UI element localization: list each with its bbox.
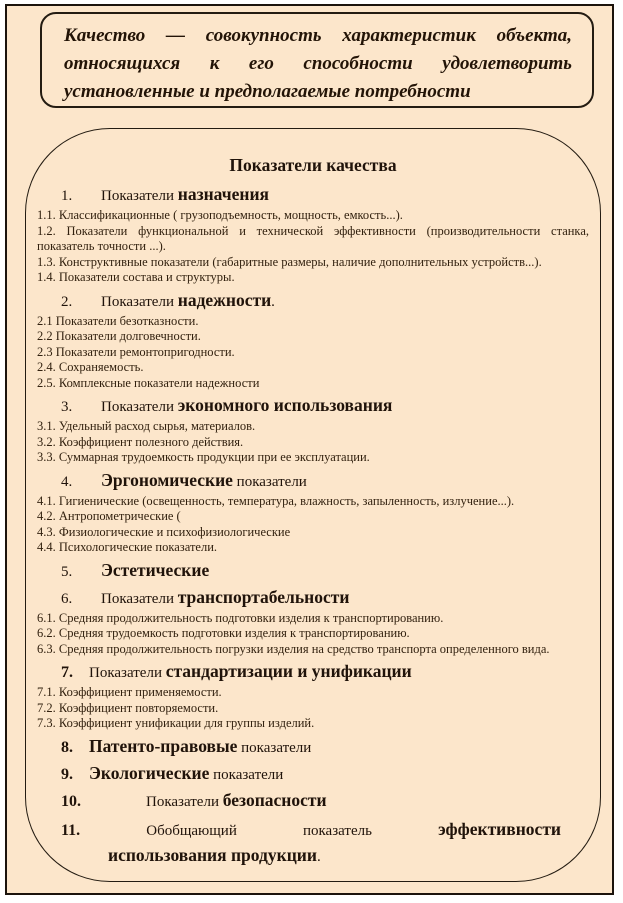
- section-heading: [61, 762, 589, 786]
- section-label-bold: Эстетические: [101, 559, 210, 580]
- section-heading: [61, 586, 589, 610]
- list-item: 7.3. Коэффициент унификации для группы изделий.: [37, 716, 315, 730]
- list-item: 1.4. Показатели состава и структуры.: [37, 270, 235, 284]
- section-number: 10.: [61, 792, 81, 810]
- section-label-regular: показатели: [209, 766, 284, 783]
- section-number: 4.: [61, 473, 73, 490]
- section-label-regular: Показатели: [89, 665, 166, 681]
- list-item: 2.5. Комплексные показатели надежности: [37, 375, 260, 390]
- section-heading: [61, 183, 589, 207]
- list-item: 4.1. Гигиенические (освещенность, температура, влажность, запыленность, излучение...).: [37, 493, 515, 508]
- list-item: 6.3. Средняя продолжительность погрузки изделия на средство транспорта определенного вида.: [37, 641, 550, 656]
- quality-indicators-box: [25, 128, 601, 882]
- section-heading: [61, 660, 589, 684]
- list-item: 6.1. Средняя продолжительность подготовки изделия к транспортированию.: [37, 610, 444, 625]
- section-label-regular: Показатели: [146, 793, 223, 810]
- section-heading: [61, 394, 589, 418]
- section-number: 9.: [61, 765, 73, 783]
- section-label-regular: Показатели: [101, 399, 178, 415]
- section-heading-continued: [108, 843, 589, 869]
- section-label-regular: Показатели: [101, 590, 178, 607]
- section-heading: [61, 817, 561, 843]
- section-heading: [61, 289, 589, 313]
- section-label-bold: стандартизации и унификации: [165, 661, 412, 681]
- quality-list: [37, 183, 589, 869]
- section-label-regular: Обобщающий: [146, 822, 237, 839]
- list-item: 2.4. Сохраняемость.: [37, 360, 144, 374]
- list-item: 2.2 Показатели долговечности.: [37, 329, 201, 343]
- section-label-bold: безопасности: [222, 789, 327, 810]
- section-label-bold: Экологические: [89, 762, 210, 783]
- list-item: 2.3 Показатели ремонтопригодности.: [37, 344, 235, 359]
- section-heading: [61, 469, 589, 493]
- section-label-bold: Патенто-правовые: [89, 735, 238, 756]
- section-label-regular: показатель: [302, 822, 372, 839]
- section-label-regular: показатели: [237, 739, 312, 756]
- section-label-bold: эффективности: [438, 818, 561, 839]
- section-label-regular: Показатели: [101, 188, 178, 204]
- list-item: 7.1. Коэффициент применяемости.: [37, 685, 222, 699]
- list-item: 3.3. Суммарная трудоемкость продукции при ее эксплуатации.: [37, 450, 370, 464]
- section-number: 1.: [61, 188, 73, 204]
- definition-box: [40, 12, 594, 108]
- section-number: 3.: [61, 399, 73, 415]
- section-label-regular: показатели: [232, 473, 307, 490]
- section-label-regular: Показатели: [101, 293, 178, 310]
- list-item: 1.3. Конструктивные показатели (габаритные размеры, наличие дополнительных устройств...).: [37, 254, 542, 269]
- list-item: 1.1. Классификационные ( грузоподъемность, мощность, емкость...).: [37, 208, 403, 222]
- section-heading: [61, 789, 589, 813]
- section-label-bold: Эргономические: [101, 469, 233, 490]
- list-item: 4.2. Антропометрические (: [37, 509, 181, 523]
- section-label-regular: .: [316, 848, 321, 865]
- list-title: Показатели качества: [229, 155, 397, 175]
- section-label-bold: использования продукции: [108, 844, 317, 865]
- list-item: 4.4. Психологические показатели.: [37, 540, 218, 554]
- section-number: 8.: [61, 738, 73, 756]
- section-label-bold: надежности: [177, 289, 272, 310]
- section-label-regular: .: [271, 293, 275, 310]
- section-heading: [61, 559, 589, 583]
- section-number: 11.: [61, 821, 81, 839]
- section-label-bold: экономного использования: [177, 395, 393, 415]
- slide-frame: [5, 4, 614, 895]
- list-item: 6.2. Средняя трудоемкость подготовки изделия к транспортированию.: [37, 626, 410, 640]
- section-number: 5.: [61, 563, 73, 580]
- section-label-bold: назначения: [177, 184, 270, 204]
- definition-text: Качество — совокупность характеристик объекта, относящихся к его способности удовлетворить установленные и предполагаемые потребности: [64, 25, 572, 102]
- section-number: 6.: [61, 590, 73, 607]
- section-label-bold: транспортабельности: [177, 586, 350, 607]
- list-item: 4.3. Физиологические и психофизиологические: [37, 524, 291, 539]
- list-item: 3.2. Коэффициент полезного действия.: [37, 434, 244, 449]
- section-number: 7.: [61, 664, 73, 681]
- list-item: 7.2. Коэффициент повторяемости.: [37, 700, 219, 715]
- section-heading: [61, 735, 589, 759]
- section-number: 2.: [61, 293, 73, 310]
- list-item: 1.2. Показатели функциональной и технической эффективности (производительности станка, показатель точности ...).: [37, 223, 589, 253]
- list-item: 3.1. Удельный расход сырья, материалов.: [37, 419, 256, 433]
- list-item: 2.1 Показатели безотказности.: [37, 313, 199, 328]
